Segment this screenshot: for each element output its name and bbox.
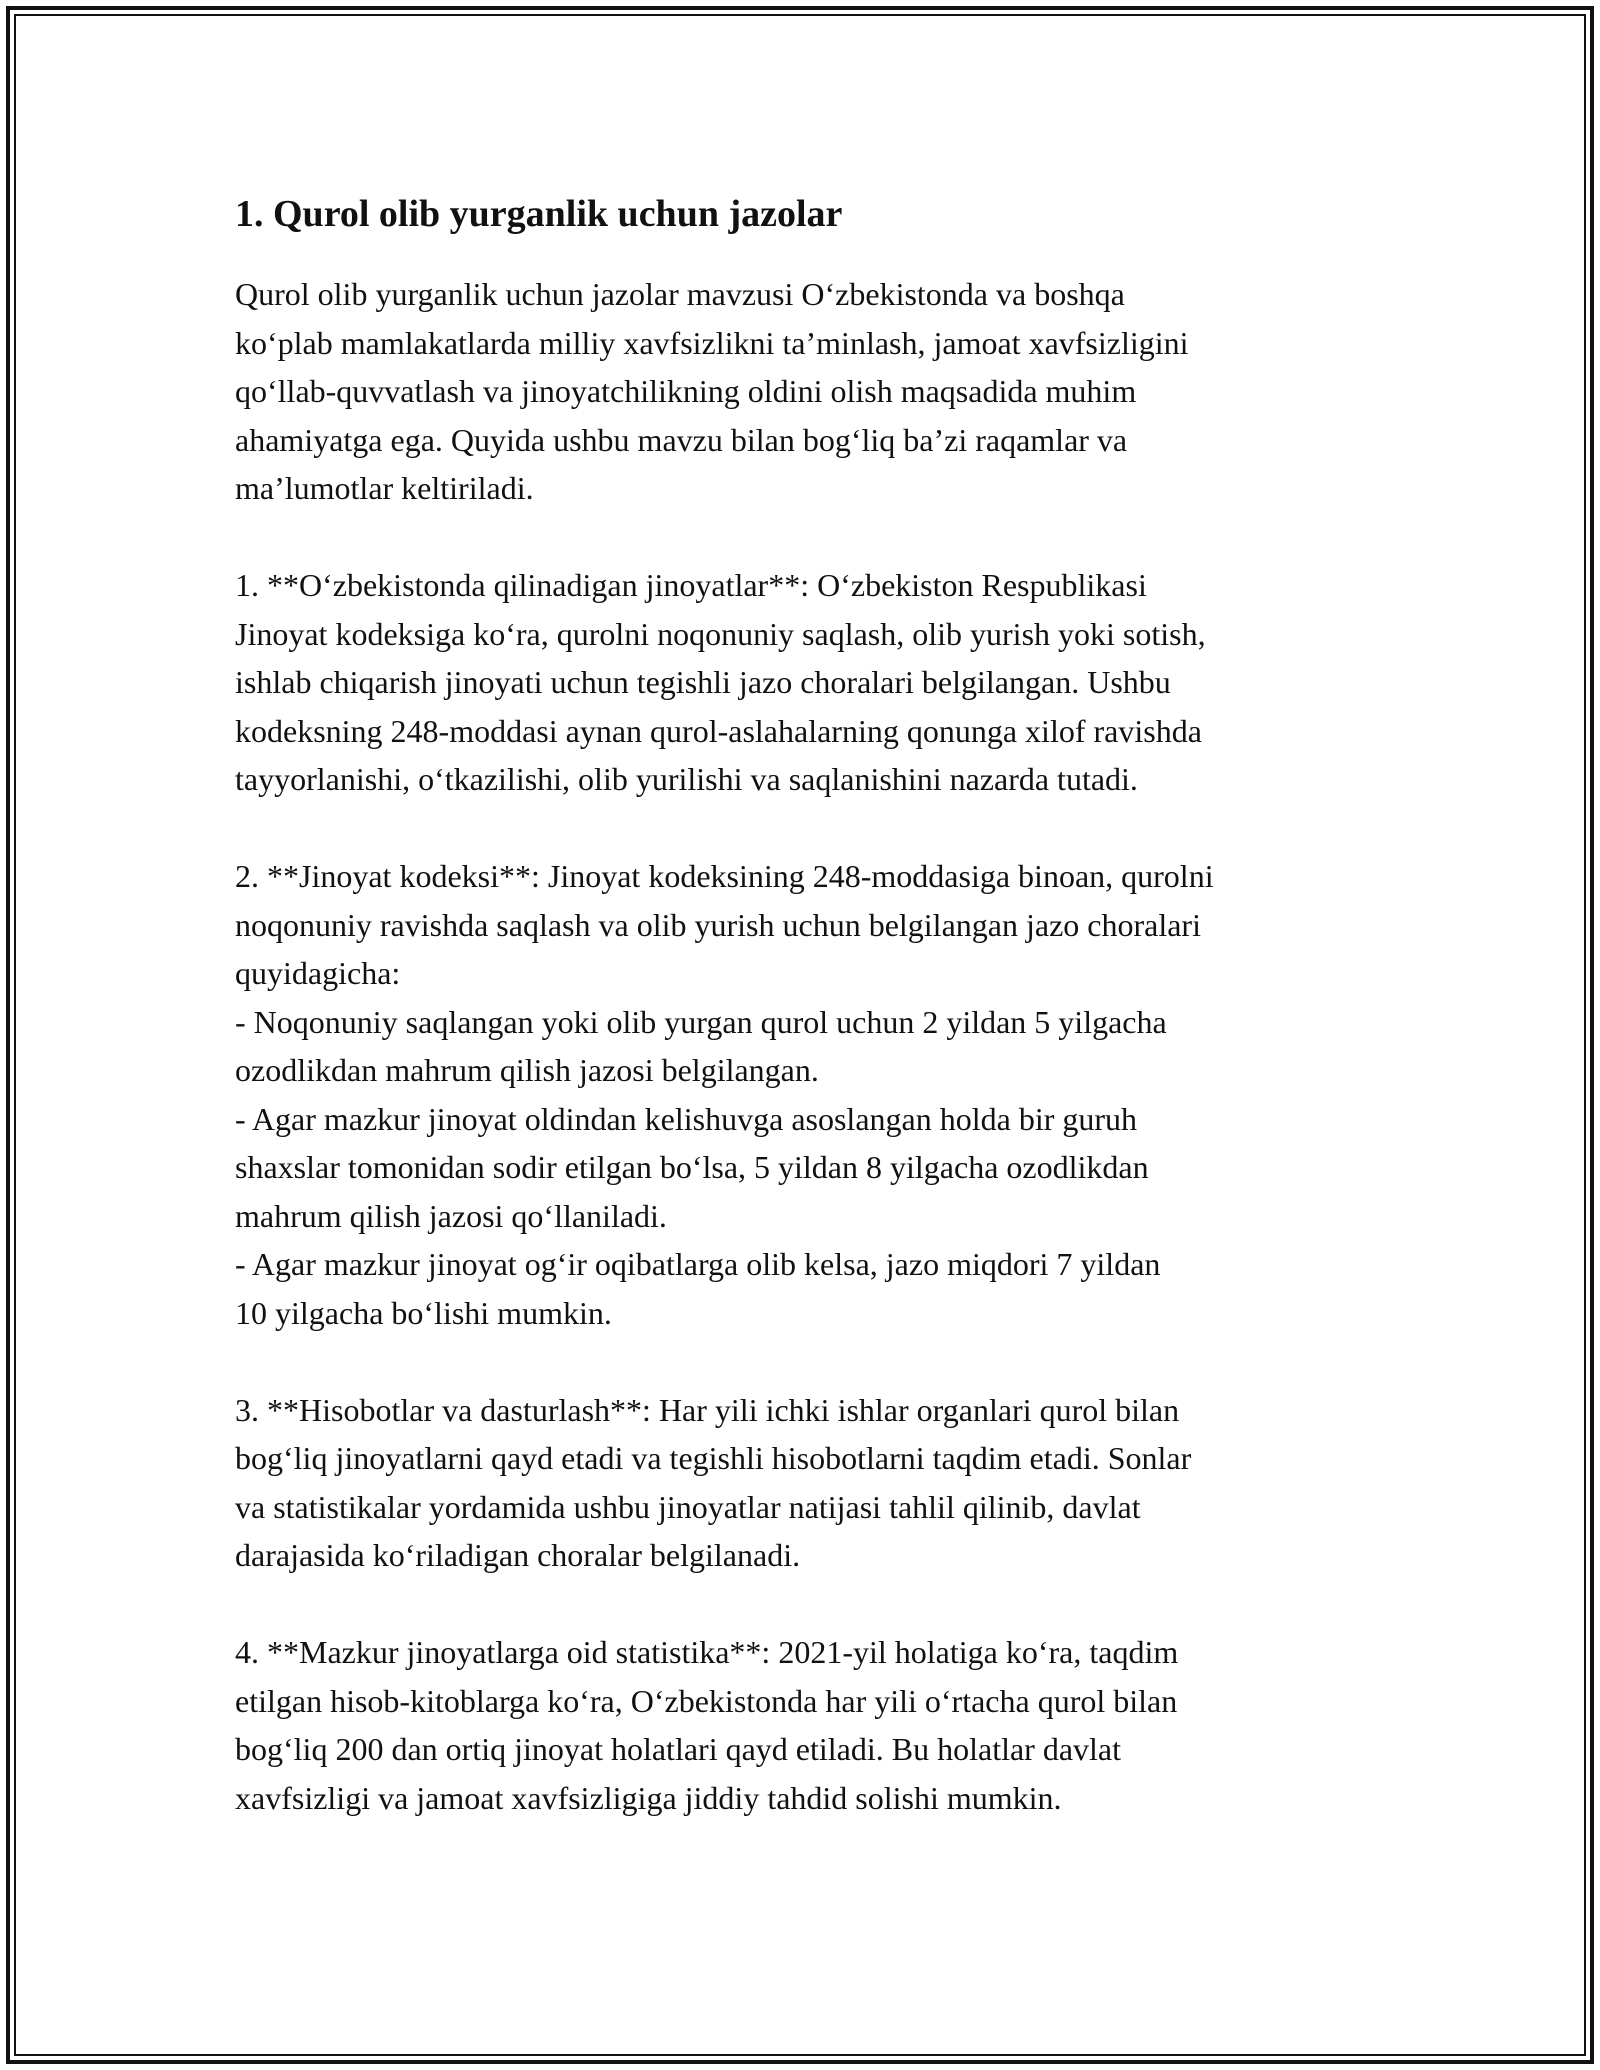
- paragraph-spacer: [235, 1337, 1375, 1386]
- intro-paragraph: Qurol olib yurganlik uchun jazolar mavzusi O‘zbekistonda va boshqa ko‘plab mamlakatlarda milliy xavfsizlikni ta’minlash, jamoat xavfsizligini qo‘llab-quvvatlash va jinoyatchilikning oldini olish maqsadida muhim ahamiyatga ega. Quyida ushbu mavzu bilan bog‘liq ba’zi raqamlar va ma’lumotlar keltiriladi.: [235, 276, 1189, 506]
- point-4-paragraph: 4. **Mazkur jinoyatlarga oid statistika**: 2021-yil holatiga ko‘ra, taqdim etilgan hisob-kitoblarga ko‘ra, O‘zbekistonda har yili o‘rtacha qurol bilan bog‘liq 200 dan ortiq jinoyat holatlari qayd etiladi. Bu holatlar davlat xavfsizligi va jamoat xavfsizligiga jiddiy tahdid solishi mumkin.: [235, 1634, 1179, 1816]
- paragraph-spacer: [235, 513, 1375, 562]
- paragraph-spacer: [235, 804, 1375, 853]
- document-heading: 1. Qurol olib yurganlik uchun jazolar: [235, 193, 843, 235]
- document-body: [235, 186, 1375, 1822]
- point-3-paragraph: 3. **Hisobotlar va dasturlash**: Har yili ichki ishlar organlari qurol bilan bog‘liq jinoyatlarni qayd etadi va tegishli hisobotlarni taqdim etadi. Sonlar va statistikalar yordamida ushbu jinoyatlar natijasi tahlil qilinib, davlat darajasida ko‘riladigan choralar belgilanadi.: [235, 1391, 1192, 1573]
- point-1-paragraph: 1. **O‘zbekistonda qilinadigan jinoyatlar**: O‘zbekiston Respublikasi Jinoyat kodeksiga ko‘ra, qurolni noqonuniy saqlash, olib yurish yoki sotish, ishlab chiqarish jinoyati uchun tegishli jazo choralari belgilangan. Ushbu kodeksning 248-moddasi aynan qurol-aslahalarning qonunga xilof ravishda tayyorlanishi, o‘tkazilishi, olib yurilishi va saqlanishini nazarda tutadi.: [235, 567, 1206, 797]
- paragraph-spacer: [235, 1580, 1375, 1629]
- point-2-paragraph: 2. **Jinoyat kodeksi**: Jinoyat kodeksining 248-moddasiga binoan, qurolni noqonuniy ravishda saqlash va olib yurish uchun belgilangan jazo choralari quyidagicha: - Noqonuniy saqlangan yoki olib yurgan qurol uchun 2 yildan 5 yilgacha ozodlikdan mahrum qilish jazosi belgilangan. - Agar mazkur jinoyat oldindan kelishuvga asoslangan holda bir guruh shaxslar tomonidan sodir etilgan bo‘lsa, 5 yildan 8 yilgacha ozodlikdan mahrum qilish jazosi qo‘llaniladi. - Agar mazkur jinoyat og‘ir oqibatlarga olib kelsa, jazo miqdori 7 yildan 10 yilgacha bo‘lishi mumkin.: [235, 858, 1214, 1331]
